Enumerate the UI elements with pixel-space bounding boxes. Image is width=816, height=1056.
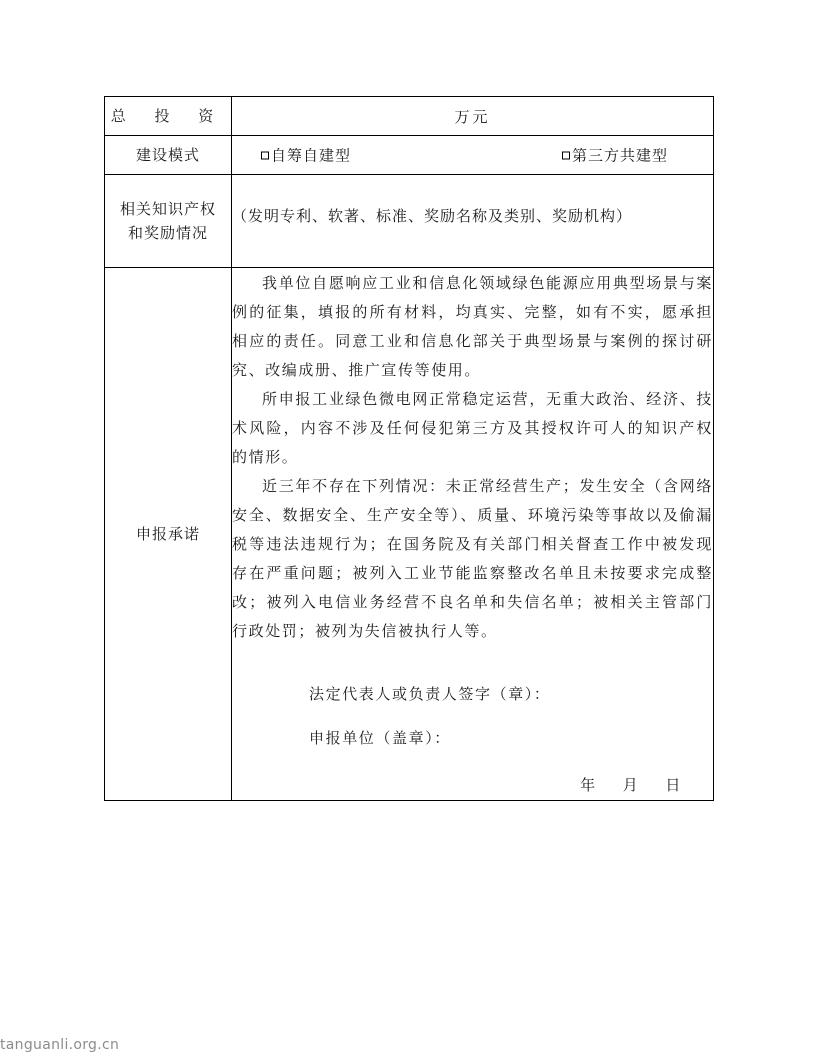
self-build-option-label: 自筹自建型: [271, 146, 352, 165]
ip-awards-label: [105, 175, 232, 268]
ip-awards-label-line1: 相关知识产权: [119, 200, 216, 218]
date-year: 年: [580, 776, 597, 794]
pledge-paragraph-2: 所申报工业绿色微电网正常稳定运营，无重大政治、经济、技术风险，内容不涉及任何侵犯第三方及其授权许可人的知识产权的情形。: [232, 390, 713, 466]
self-build-checkbox[interactable]: [261, 151, 269, 159]
ip-awards-row: [105, 175, 714, 268]
application-form-table: [104, 96, 714, 801]
pledge-paragraph-3: 近三年不存在下列情况：未正常经营生产；发生安全（含网络安全、数据安全、生产安全等）、质量、环境污染等事故以及偷漏税等违法违规行为；在国务院及有关部门相关督查工作中被发现存在严重问题；被列入工业节能监察整改名单且未按要求完成整改；被列入电信业务经营不良名单和失信名单；被相关主管部门行政处罚；被列为失信被执行人等。: [232, 477, 713, 640]
construction-mode-row: [105, 136, 714, 175]
date-line: [232, 771, 713, 800]
ip-awards-value-field[interactable]: [232, 175, 714, 268]
date-day: 日: [665, 776, 682, 794]
signature-block: [232, 682, 713, 750]
legal-representative-signature-label: 法定代表人或负责人签字（章）：: [309, 685, 551, 703]
investment-row: [105, 97, 714, 136]
pledge-content: [232, 268, 714, 801]
pledge-paragraph-1: 我单位自愿响应工业和信息化领域绿色能源应用典型场景与案例的征集，填报的所有材料，均真实、完整，如有不实，愿承担相应的责任。同意工业和信息化部关于典型场景与案例的探讨研究、改编成册、推广宣传等使用。: [232, 274, 713, 379]
investment-value-field[interactable]: 万元: [232, 97, 714, 136]
date-month: 月: [622, 776, 640, 794]
pledge-label: 申报承诺: [105, 268, 232, 801]
third-party-option-label: 第三方共建型: [572, 146, 669, 165]
ip-awards-label-line2: 和奖励情况: [127, 224, 208, 242]
construction-mode-options: [232, 136, 714, 175]
ip-awards-hint: （发明专利、软著、标准、奖励名称及类别、奖励机构）: [232, 207, 633, 225]
construction-mode-label: 建设模式: [105, 136, 232, 175]
watermark-text: tanguanli.org.cn: [0, 1037, 120, 1053]
investment-label: 总 投 资: [105, 97, 232, 136]
third-party-option[interactable]: [562, 145, 668, 166]
pledge-row: [105, 268, 714, 801]
applicant-unit-seal-label: 申报单位（盖章）：: [309, 729, 451, 747]
third-party-checkbox[interactable]: [562, 151, 570, 159]
self-build-option[interactable]: [261, 145, 351, 166]
